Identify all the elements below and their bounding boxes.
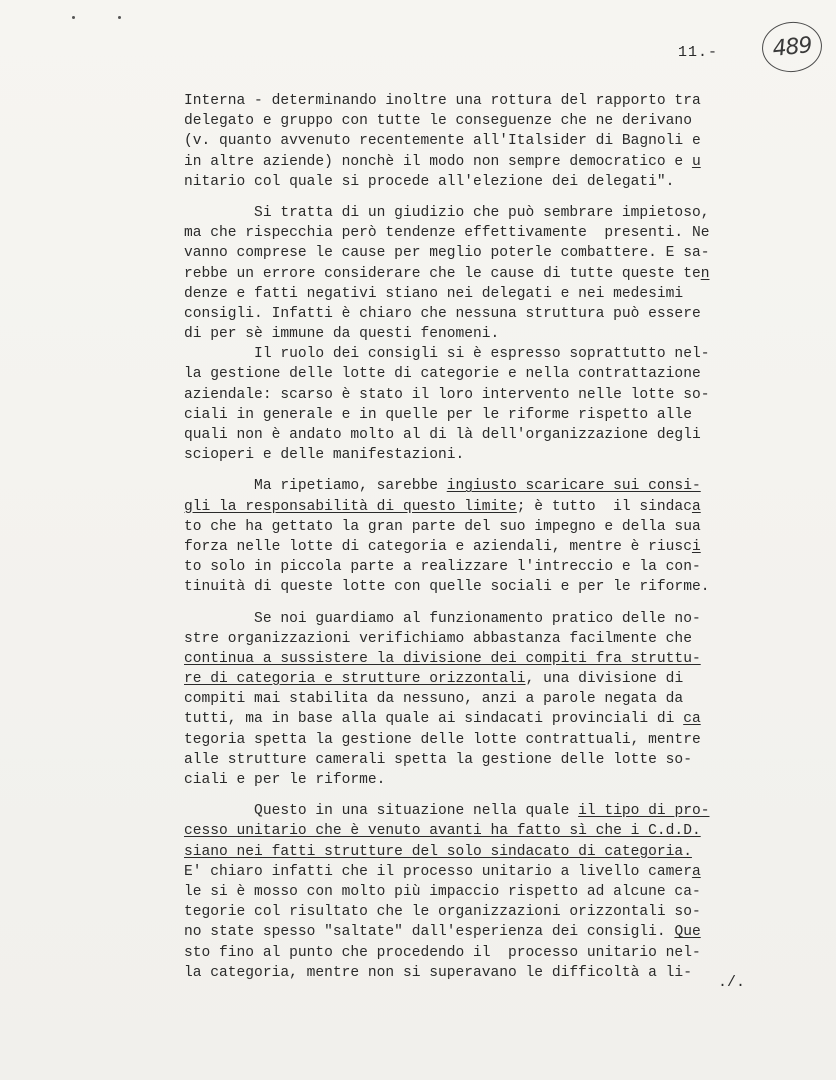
text-segment: la gestione delle lotte di categorie e nella contrattazione (184, 366, 701, 383)
text-line (184, 862, 784, 882)
text-line (184, 223, 784, 243)
text-segment: Ma ripetiamo, sarebbe (184, 478, 447, 495)
text-segment: aziendale: scarso è stato il loro intervento nelle lotte so- (184, 386, 710, 403)
text-line (184, 649, 784, 669)
text-segment: compiti mai stabilita da nessuno, anzi a parole negata da (184, 691, 684, 708)
text-line (184, 304, 784, 324)
text-segment: denze e fatti negativi stiano nei delegati e nei medesimi (184, 285, 684, 302)
text-line (184, 91, 784, 111)
text-line (184, 131, 784, 151)
text-segment: ciali e per le riforme. (184, 772, 386, 788)
text-line (184, 730, 784, 750)
text-segment: vanno comprese le cause per meglio poterle combattere. E sa- (184, 245, 710, 262)
underlined-text: il tipo di pro- (578, 803, 710, 820)
underlined-text: a (691, 863, 701, 880)
text-line (184, 203, 784, 223)
text-line (184, 557, 784, 577)
text-line (184, 264, 784, 284)
text-segment: in altre aziende) nonchè il modo non sempre democratico e (184, 153, 692, 170)
underlined-text: cesso unitario che è venuto avanti ha fatto sì che i C.d.D. (184, 823, 701, 840)
text-segment: , una divisione di (525, 671, 684, 688)
text-segment: delegato e gruppo con tutte le conseguenze che ne derivano (184, 113, 692, 130)
text-segment: tinuità di queste lotte con quelle sociali e per le riforme. (184, 579, 710, 596)
text-line (184, 172, 784, 192)
text-segment: to che ha gettato la gran parte del suo impegno e della sua (184, 518, 701, 535)
text-segment: Interna - determinando inoltre una rottura del rapporto tra (184, 93, 701, 109)
text-line (184, 152, 784, 172)
paragraph (184, 91, 784, 192)
text-line (184, 284, 784, 304)
scan-speck (72, 16, 75, 19)
text-line (184, 344, 784, 364)
text-line (184, 750, 784, 770)
underlined-text: Que (674, 924, 701, 941)
text-line (184, 111, 784, 131)
text-line (184, 801, 784, 821)
text-segment: Se noi guardiamo al funzionamento pratico delle no- (184, 610, 701, 627)
text-line (184, 689, 784, 709)
text-segment: sto fino al punto che procedendo il processo unitario nel- (184, 944, 701, 961)
text-segment: tegorie col risultato che le organizzazioni orizzontali so- (184, 904, 701, 921)
stamp-number: 489 (771, 32, 813, 62)
text-line (184, 577, 784, 597)
text-line (184, 537, 784, 557)
text-line (184, 821, 784, 841)
text-segment: no state spesso "saltate" dall'esperienza dei consigli. (184, 924, 675, 941)
text-segment: Si tratta di un giudizio che può sembrare impietoso, (184, 204, 710, 221)
text-segment: Questo in una situazione nella quale (184, 803, 579, 820)
text-line (184, 517, 784, 537)
text-line (184, 405, 784, 425)
text-line (184, 324, 784, 344)
text-line (184, 497, 784, 517)
text-line (184, 364, 784, 384)
text-line (184, 943, 784, 963)
paragraph (184, 203, 784, 465)
text-line (184, 476, 784, 496)
text-segment: to solo in piccola parte a realizzare l'intreccio e la con- (184, 559, 701, 576)
paragraph-gap (184, 790, 784, 801)
paragraph-gap (184, 192, 784, 203)
underlined-text: ca (683, 711, 701, 728)
underlined-text: siano nei fatti strutture del solo sindacato di categoria. (184, 843, 692, 860)
text-segment: E' chiaro infatti che il processo unitario a livello camer (184, 863, 692, 880)
underlined-text: re di categoria e strutture orizzontali (184, 671, 526, 688)
underlined-text: ingiusto scaricare sui consi- (446, 478, 701, 495)
archive-stamp (760, 19, 825, 75)
text-segment: forza nelle lotte di categoria e aziendali, mentre è riusc (184, 538, 692, 555)
text-segment: ciali in generale e in quelle per le riforme rispetto alle (184, 406, 692, 423)
text-line (184, 243, 784, 263)
underlined-text: gli la responsabilità di questo limite (184, 498, 517, 515)
text-line (184, 669, 784, 689)
underlined-text: i (691, 538, 701, 555)
text-line (184, 445, 784, 465)
underlined-text: n (700, 265, 710, 282)
text-segment: ma che rispecchia però tendenze effettivamente presenti. Ne (184, 225, 710, 242)
text-line (184, 963, 784, 983)
scan-speck (118, 16, 121, 19)
text-line (184, 922, 784, 942)
paragraph (184, 609, 784, 791)
text-line (184, 882, 784, 902)
text-segment: scioperi e delle manifestazioni. (184, 447, 465, 464)
text-segment: ; è tutto il sindac (516, 498, 692, 515)
paragraph-gap (184, 598, 784, 609)
text-line (184, 425, 784, 445)
text-line (184, 385, 784, 405)
paragraph-gap (184, 465, 784, 476)
text-line (184, 770, 784, 790)
paragraph (184, 476, 784, 597)
text-line (184, 709, 784, 729)
text-segment: alle strutture camerali spetta la gestione delle lotte so- (184, 751, 692, 768)
underlined-text: continua a sussistere la divisione dei compiti fra struttu- (184, 650, 701, 667)
continuation-mark: ./. (718, 974, 746, 991)
text-line (184, 902, 784, 922)
text-segment: di per sè immune da questi fenomeni. (184, 326, 500, 343)
text-segment: la categoria, mentre non si superavano le difficoltà a li- (184, 964, 692, 981)
text-segment: rebbe un errore considerare che le cause di tutte queste te (184, 265, 701, 282)
underlined-text: u (691, 153, 701, 170)
text-segment: consigli. Infatti è chiaro che nessuna struttura può essere (184, 305, 701, 322)
text-segment: tutti, ma in base alla quale ai sindacati provinciali di (184, 711, 684, 728)
text-segment: Il ruolo dei consigli si è espresso soprattutto nel- (184, 346, 710, 363)
text-segment: nitario col quale si procede all'elezione dei delegati". (184, 173, 675, 190)
text-line (184, 609, 784, 629)
text-segment: le si è mosso con molto più impaccio rispetto ad alcune ca- (184, 883, 701, 900)
text-segment: (v. quanto avvenuto recentemente all'Italsider di Bagnoli e (184, 133, 701, 150)
underlined-text: a (691, 498, 701, 515)
document-body (184, 91, 784, 983)
text-line (184, 629, 784, 649)
page-number: 11.- (678, 44, 719, 61)
text-line (184, 842, 784, 862)
paragraph (184, 801, 784, 983)
text-segment: quali non è andato molto al di là dell'organizzazione degli (184, 427, 701, 443)
text-segment: stre organizzazioni verifichiamo abbastanza facilmente che (184, 630, 692, 647)
text-segment: tegoria spetta la gestione delle lotte contrattuali, mentre (184, 731, 701, 748)
